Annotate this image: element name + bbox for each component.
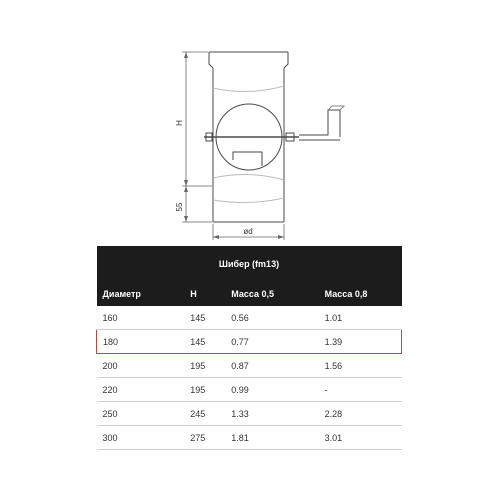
cell-height: 145 — [184, 306, 225, 330]
cell-diameter: 220 — [97, 378, 185, 402]
cell-height: 275 — [184, 426, 225, 450]
header-diameter: Диаметр — [97, 282, 185, 306]
cell-height: 195 — [184, 354, 225, 378]
header-mass-05: Масса 0,5 — [225, 282, 318, 306]
cell-mass-05: 0.99 — [225, 378, 318, 402]
table-title: Шибер (fm13) — [97, 246, 402, 282]
table-row — [97, 306, 402, 330]
cell-mass-05: 1.81 — [225, 426, 318, 450]
cell-height: 145 — [184, 330, 225, 354]
cell-diameter: 180 — [97, 330, 185, 354]
cell-mass-08: 1.01 — [319, 306, 402, 330]
header-mass-08: Масса 0,8 — [319, 282, 402, 306]
cell-mass-08: 1.56 — [319, 354, 402, 378]
cell-mass-08: 3.01 — [319, 426, 402, 450]
table-row-highlighted — [97, 330, 402, 354]
cell-diameter: 200 — [97, 354, 185, 378]
cell-mass-08: - — [319, 378, 402, 402]
table-title-row — [97, 246, 402, 282]
cell-diameter: 160 — [97, 306, 185, 330]
cell-mass-05: 0.87 — [225, 354, 318, 378]
cell-mass-05: 0.77 — [225, 330, 318, 354]
diameter-dimension-label: ød — [243, 227, 253, 236]
cell-diameter: 300 — [97, 426, 185, 450]
table-row — [97, 378, 402, 402]
header-height: H — [184, 282, 225, 306]
cell-height: 245 — [184, 402, 225, 426]
cell-mass-08: 2.28 — [319, 402, 402, 426]
cell-mass-08: 1.39 — [319, 330, 402, 354]
table-header-row — [97, 282, 402, 306]
damper-spec-table — [96, 246, 402, 450]
socket-dimension-label: 55 — [175, 202, 184, 212]
table-row — [97, 402, 402, 426]
cell-height: 195 — [184, 378, 225, 402]
cell-mass-05: 1.33 — [225, 402, 318, 426]
table-row — [97, 354, 402, 378]
table-row — [97, 426, 402, 450]
cell-mass-05: 0.56 — [225, 306, 318, 330]
cell-diameter: 250 — [97, 402, 185, 426]
height-dimension-label: H — [175, 120, 184, 126]
